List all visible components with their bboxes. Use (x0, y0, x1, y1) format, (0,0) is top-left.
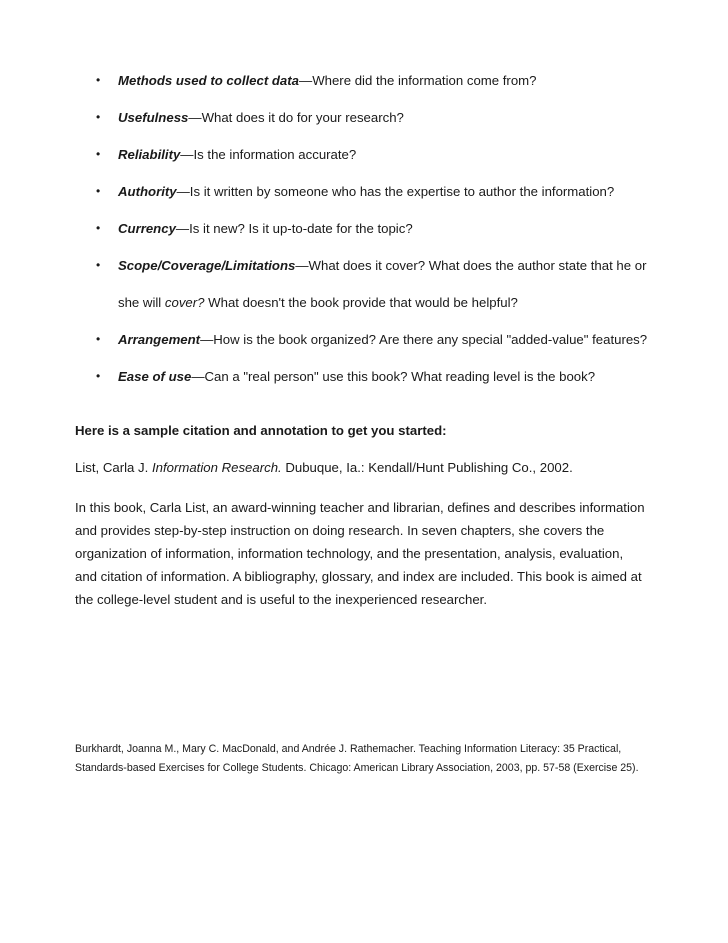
annotation-line: organization of information, information technology, and the presentation, analysis, evaluation, (75, 546, 624, 561)
criterion-description: —Where did the information come from? (299, 73, 537, 88)
annotation-line: the college-level student and is useful to the inexperienced researcher. (75, 592, 487, 607)
annotation-line: and provides step-by-step instruction on doing research. In seven chapters, she covers the (75, 523, 605, 538)
list-item-methods (0, 62, 728, 99)
list-item-currency (0, 210, 728, 247)
list-item-authority (0, 173, 728, 210)
criterion-term: Scope/Coverage/Limitations (118, 258, 296, 273)
criterion-term: Reliability (118, 147, 181, 162)
bullet-icon: • (96, 258, 101, 272)
criterion-term: Methods used to collect data (118, 73, 299, 88)
list-item-scope-continuation (0, 284, 728, 321)
criterion-term: Ease of use (118, 369, 192, 384)
footnote-line: Standards-based Exercises for College Students. Chicago: American Library Association, 2003, pp. 57-58 (Exercise 25). (75, 762, 639, 774)
sample-citation (75, 460, 573, 475)
list-item-usefulness (0, 99, 728, 136)
list-item-ease-of-use (0, 358, 728, 395)
criterion-description: —Is it new? Is it up-to-date for the topic? (175, 221, 413, 236)
criterion-term: Arrangement (118, 332, 201, 347)
list-item-scope (0, 247, 728, 284)
continuation-text: she will (118, 295, 165, 310)
footnote-line: Burkhardt, Joanna M., Mary C. MacDonald, and Andrée J. Rathemacher. Teaching Information Literacy: 35 Practical, (75, 743, 622, 755)
criterion-description: —Can a "real person" use this book? What reading level is the book? (191, 369, 596, 384)
criterion-term: Usefulness (118, 110, 189, 125)
bullet-icon: • (96, 221, 101, 235)
criterion-description: —How is the book organized? Are there any special "added-value" features? (200, 332, 648, 347)
bullet-icon: • (96, 184, 101, 198)
criteria-list (0, 62, 728, 395)
list-item-arrangement (0, 321, 728, 358)
annotation-line: and citation of information. A bibliography, glossary, and index are included. This book is aimed at (75, 569, 642, 584)
citation-author: List, Carla J. (75, 460, 152, 475)
continuation-italic: cover? (164, 295, 205, 310)
bullet-icon: • (96, 369, 101, 383)
bullet-icon: • (96, 73, 101, 87)
criterion-description: —What does it do for your research? (188, 110, 404, 125)
criterion-term: Authority (118, 184, 177, 199)
sample-heading: Here is a sample citation and annotation to get you started: (75, 423, 447, 438)
citation-title: Information Research. (151, 460, 282, 475)
criterion-description: —Is it written by someone who has the expertise to author the information? (176, 184, 615, 199)
bullet-icon: • (96, 147, 101, 161)
bullet-icon: • (96, 110, 101, 124)
criterion-description: —Is the information accurate? (180, 147, 357, 162)
bullet-icon: • (96, 332, 101, 346)
continuation-text: What doesn't the book provide that would be helpful? (204, 295, 518, 310)
criterion-description: —What does it cover? What does the author state that he or (295, 258, 647, 273)
citation-publication: Dubuque, Ia.: Kendall/Hunt Publishing Co., 2002. (281, 460, 573, 475)
sample-annotation (75, 496, 665, 611)
criterion-term: Currency (118, 221, 176, 236)
annotation-line: In this book, Carla List, an award-winning teacher and librarian, defines and describes information (75, 500, 645, 515)
list-item-reliability (0, 136, 728, 173)
source-footnote (75, 740, 675, 778)
